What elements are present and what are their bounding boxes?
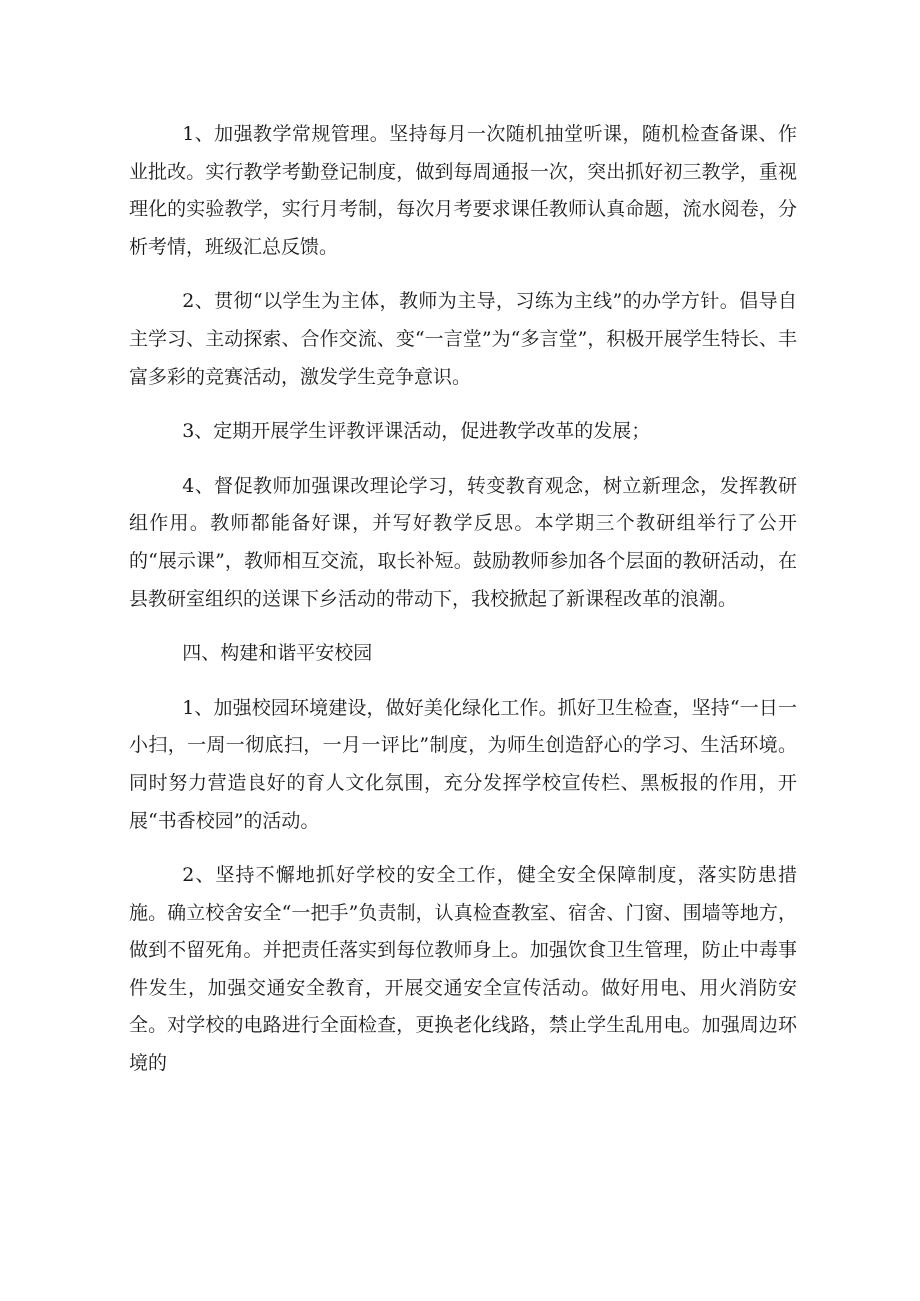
paragraph-student-evaluation: 3、定期开展学生评教评课活动，促进教学改革的发展；	[182, 420, 651, 443]
paragraph-teacher-training: 4、督促教师加强课改理论学习，转变教育观念，树立新理念，发挥教研组作用。教师都能备好课，并写好教学反思。本学期三个教研组举行了公开的“展示课”，教师相互交流，取长补短。鼓励教师参加各个层面的教研活动，在县教研室组织的送课下乡活动的带动下，我校掀起了新课程改革的浪潮。	[129, 474, 797, 610]
section-heading-safe-campus: 四、构建和谐平安校园	[182, 642, 373, 665]
paragraph-teaching-routine: 1、加强教学常规管理。坚持每月一次随机抽堂听课，随机检查备课、作业批改。实行教学考勤登记制度，做到每周通报一次，突出抓好初三教学，重视理化的实验教学，实行月考制，每次月考要求课任教师认真命题，流水阅卷，分析考情，班级汇总反馈。	[129, 123, 797, 258]
paragraph-school-policy: 2、贯彻“以学生为主体，教师为主导，习练为主线”的办学方针。倡导自主学习、主动探索、合作交流、变“一言堂”为“多言堂”，积极开展学生特长、丰富多彩的竞赛活动，激发学生竞争意识。	[129, 290, 797, 388]
paragraph-campus-environment: 1、加强校园环境建设，做好美化绿化工作。抓好卫生检查，坚持“一日一小扫，一周一彻底扫，一月一评比”制度，为师生创造舒心的学习、生活环境。同时努力营造良好的育人文化氛围，充分发挥学校宣传栏、黑板报的作用，开展“书香校园”的活动。	[129, 696, 797, 832]
document-body	[129, 116, 797, 1100]
paragraph-safety-work: 2、坚持不懈地抓好学校的安全工作，健全安全保障制度，落实防患措施。确立校舍安全“一把手”负责制，认真检查教室、宿舍、门窗、围墙等地方，做到不留死角。并把责任落实到每位教师身上。加强饮食卫生管理，防止中毒事件发生，加强交通安全教育，开展交通安全宣传活动。做好用电、用火消防安全。对学校的电路进行全面检查，更换老化线路，禁止学生乱用电。加强周边环境的	[129, 864, 797, 1075]
